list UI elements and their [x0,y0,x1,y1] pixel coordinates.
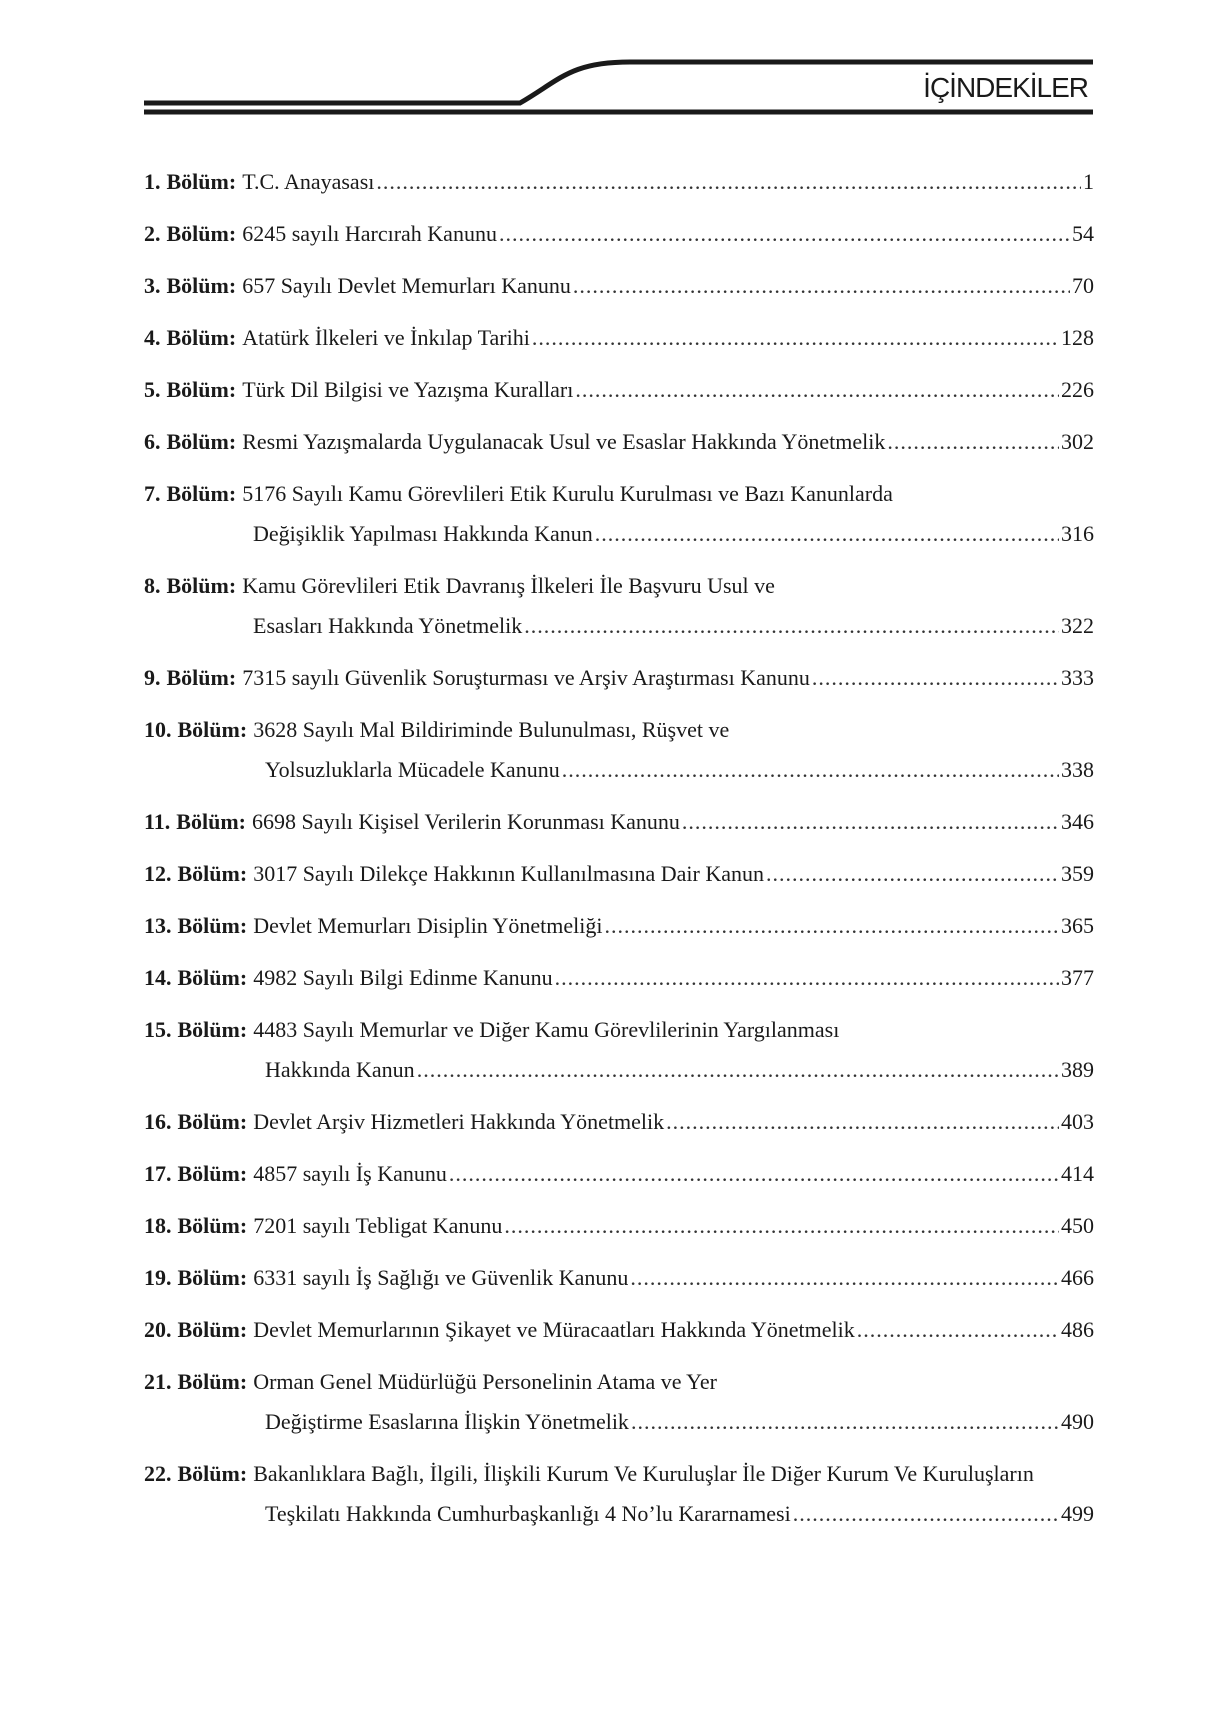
toc-entry[interactable] [144,376,1094,403]
toc-line [144,480,1094,507]
chapter-title: 657 Sayılı Devlet Memurları Kanunu [242,273,571,298]
page-number: 226 [1061,377,1094,402]
toc-line [144,376,1094,403]
chapter-label: Bölüm: [166,573,237,598]
chapter-label: Bölüm: [166,429,237,454]
dot-leader [682,808,1059,835]
dot-leader [604,912,1059,939]
chapter-number: 20. [144,1317,172,1342]
page-number: 333 [1061,665,1094,690]
toc-entry[interactable] [144,324,1094,351]
toc-line [144,964,1094,991]
dot-leader [812,664,1059,691]
toc-line [144,912,1094,939]
chapter-title: Değiştirme Esaslarına İlişkin Yönetmelik [265,1409,629,1434]
chapter-label: Bölüm: [177,913,248,938]
chapter-number: 3. [144,273,161,298]
toc-entry[interactable] [144,428,1094,455]
toc-line [144,520,1094,547]
dot-leader [575,376,1059,403]
chapter-title: Türk Dil Bilgisi ve Yazışma Kuralları [242,377,574,402]
toc-line [144,1500,1094,1527]
chapter-title: 4982 Sayılı Bilgi Edinme Kanunu [253,965,553,990]
toc-entry[interactable] [144,220,1094,247]
chapter-title: Devlet Memurlarının Şikayet ve Müracaatları Hakkında Yönetmelik [253,1317,855,1342]
toc-line [144,220,1094,247]
chapter-title: 3017 Sayılı Dilekçe Hakkının Kullanılmasına Dair Kanun [253,861,764,886]
toc-line [144,860,1094,887]
page-number: 1 [1083,169,1094,194]
chapter-label: Bölüm: [177,1109,248,1134]
chapter-label: Bölüm: [177,1017,248,1042]
page-number: 338 [1061,757,1094,782]
dot-leader [793,1500,1059,1527]
dot-leader [887,428,1059,455]
dot-leader [766,860,1059,887]
dot-leader [555,964,1059,991]
toc-entry[interactable] [144,1460,1094,1527]
toc-line [144,1160,1094,1187]
chapter-title: Devlet Arşiv Hizmetleri Hakkında Yönetmelik [253,1109,665,1134]
toc-line [144,168,1094,195]
chapter-title: Atatürk İlkeleri ve İnkılap Tarihi [242,325,530,350]
chapter-label: Bölüm: [177,1161,248,1186]
dot-leader [595,520,1059,547]
toc-line [144,1264,1094,1291]
page-number: 316 [1061,521,1094,546]
page-number: 499 [1061,1501,1094,1526]
toc-entry[interactable] [144,1264,1094,1291]
page-number: 346 [1061,809,1094,834]
chapter-number: 19. [144,1265,172,1290]
page-number: 302 [1061,429,1094,454]
toc-line [144,1212,1094,1239]
dot-leader [499,220,1070,247]
chapter-title: Bakanlıklara Bağlı, İlgili, İlişkili Kurum Ve Kuruluşlar İle Diğer Kurum Ve Kuruluşların [253,1461,1034,1486]
page-number: 70 [1072,273,1094,298]
chapter-number: 14. [144,965,172,990]
toc-line [144,756,1094,783]
chapter-label: Bölüm: [166,377,237,402]
chapter-title: 6245 sayılı Harcırah Kanunu [242,221,497,246]
chapter-number: 21. [144,1369,172,1394]
page-number: 486 [1061,1317,1094,1342]
toc-entry[interactable] [144,860,1094,887]
chapter-number: 7. [144,481,161,506]
toc-line [144,572,1094,599]
toc-entry[interactable] [144,1160,1094,1187]
chapter-number: 17. [144,1161,172,1186]
chapter-label: Bölüm: [177,1461,248,1486]
page-number: 377 [1061,965,1094,990]
toc-entry[interactable] [144,664,1094,691]
chapter-title: 3628 Sayılı Mal Bildiriminde Bulunulması, Rüşvet ve [253,717,730,742]
toc-line [144,664,1094,691]
chapter-title: Devlet Memurları Disiplin Yönetmeliği [253,913,603,938]
chapter-number: 13. [144,913,172,938]
chapter-label: Bölüm: [177,1369,248,1394]
page-number: 450 [1061,1213,1094,1238]
dot-leader [532,324,1059,351]
toc-entry[interactable] [144,1016,1094,1083]
dot-leader [857,1316,1059,1343]
chapter-number: 12. [144,861,172,886]
chapter-number: 10. [144,717,172,742]
toc-entry[interactable] [144,912,1094,939]
chapter-label: Bölüm: [176,809,246,834]
chapter-label: Bölüm: [177,1213,248,1238]
chapter-title: 4483 Sayılı Memurlar ve Diğer Kamu Görevlilerinin Yargılanması [253,1017,840,1042]
chapter-number: 4. [144,325,161,350]
chapter-label: Bölüm: [177,965,248,990]
toc-line [144,716,1094,743]
toc-entry[interactable] [144,1108,1094,1135]
chapter-title: Teşkilatı Hakkında Cumhurbaşkanlığı 4 No’lu Kararnamesi [265,1501,791,1526]
page-number: 54 [1072,221,1094,246]
chapter-label: Bölüm: [166,169,237,194]
chapter-number: 15. [144,1017,172,1042]
toc-line [144,272,1094,299]
chapter-label: Bölüm: [177,861,248,886]
chapter-label: Bölüm: [166,325,237,350]
chapter-number: 8. [144,573,161,598]
chapter-title: Yolsuzluklarla Mücadele Kanunu [265,757,560,782]
dot-leader [562,756,1059,783]
chapter-number: 16. [144,1109,172,1134]
chapter-number: 5. [144,377,161,402]
header-swoosh-decoration [0,0,1230,130]
page-number: 389 [1061,1057,1094,1082]
chapter-title: 6698 Sayılı Kişisel Verilerin Korunması Kanunu [251,809,680,834]
dot-leader [449,1160,1059,1187]
chapter-title: Orman Genel Müdürlüğü Personelinin Atama ve Yer [253,1369,717,1394]
chapter-label: Bölüm: [177,1317,248,1342]
page-number: 365 [1061,913,1094,938]
chapter-title: Esasları Hakkında Yönetmelik [253,613,523,638]
toc-line [144,1056,1094,1083]
dot-leader [376,168,1081,195]
toc-entry[interactable] [144,168,1094,195]
page-number: 490 [1061,1409,1094,1434]
dot-leader [666,1108,1059,1135]
chapter-label: Bölüm: [166,665,237,690]
toc-line [144,428,1094,455]
chapter-label: Bölüm: [177,717,248,742]
chapter-number: 6. [144,429,161,454]
chapter-title: 7315 sayılı Güvenlik Soruşturması ve Arşiv Araştırması Kanunu [242,665,810,690]
chapter-number: 11. [144,809,171,834]
chapter-title: Kamu Görevlileri Etik Davranış İlkeleri İle Başvuru Usul ve [242,573,775,598]
page-number: 128 [1061,325,1094,350]
chapter-title: Hakkında Kanun [265,1057,415,1082]
chapter-number: 2. [144,221,161,246]
chapter-label: Bölüm: [166,221,237,246]
chapter-label: Bölüm: [166,273,237,298]
chapter-title: Resmi Yazışmalarda Uygulanacak Usul ve Esaslar Hakkında Yönetmelik [242,429,886,454]
dot-leader [631,1408,1059,1435]
dot-leader [504,1212,1059,1239]
page-number: 403 [1061,1109,1094,1134]
toc-line [144,1016,1094,1043]
chapter-number: 9. [144,665,161,690]
chapter-label: Bölüm: [166,481,237,506]
page-header [0,0,1230,130]
toc-entry[interactable] [144,808,1094,835]
toc-line [144,808,1094,835]
dot-leader [630,1264,1059,1291]
chapter-title: 5176 Sayılı Kamu Görevlileri Etik Kurulu Kurulması ve Bazı Kanunlarda [242,481,893,506]
dot-leader [417,1056,1059,1083]
toc-line [144,1108,1094,1135]
toc-entry[interactable] [144,964,1094,991]
toc-entry[interactable] [144,1316,1094,1343]
chapter-label: Bölüm: [177,1265,248,1290]
toc-line [144,1460,1094,1487]
chapter-title: 4857 sayılı İş Kanunu [253,1161,447,1186]
chapter-number: 18. [144,1213,172,1238]
chapter-title: T.C. Anayasası [242,169,375,194]
toc-line [144,324,1094,351]
toc-line [144,612,1094,639]
chapter-title: 7201 sayılı Tebligat Kanunu [253,1213,503,1238]
toc-entry[interactable] [144,480,1094,547]
toc-entry[interactable] [144,1212,1094,1239]
chapter-number: 1. [144,169,161,194]
dot-leader [524,612,1059,639]
toc-entry[interactable] [144,272,1094,299]
toc-line [144,1368,1094,1395]
page-number: 466 [1061,1265,1094,1290]
chapter-number: 22. [144,1461,172,1486]
toc-entry[interactable] [144,572,1094,639]
toc-line [144,1316,1094,1343]
table-of-contents [144,168,1094,1552]
page-number: 414 [1061,1161,1094,1186]
chapter-title: 6331 sayılı İş Sağlığı ve Güvenlik Kanunu [253,1265,629,1290]
toc-line [144,1408,1094,1435]
toc-entry[interactable] [144,1368,1094,1435]
page-title: İÇİNDEKİLER [923,72,1088,103]
chapter-title: Değişiklik Yapılması Hakkında Kanun [253,521,593,546]
page-number: 322 [1061,613,1094,638]
page-number: 359 [1061,861,1094,886]
dot-leader [573,272,1070,299]
toc-entry[interactable] [144,716,1094,783]
